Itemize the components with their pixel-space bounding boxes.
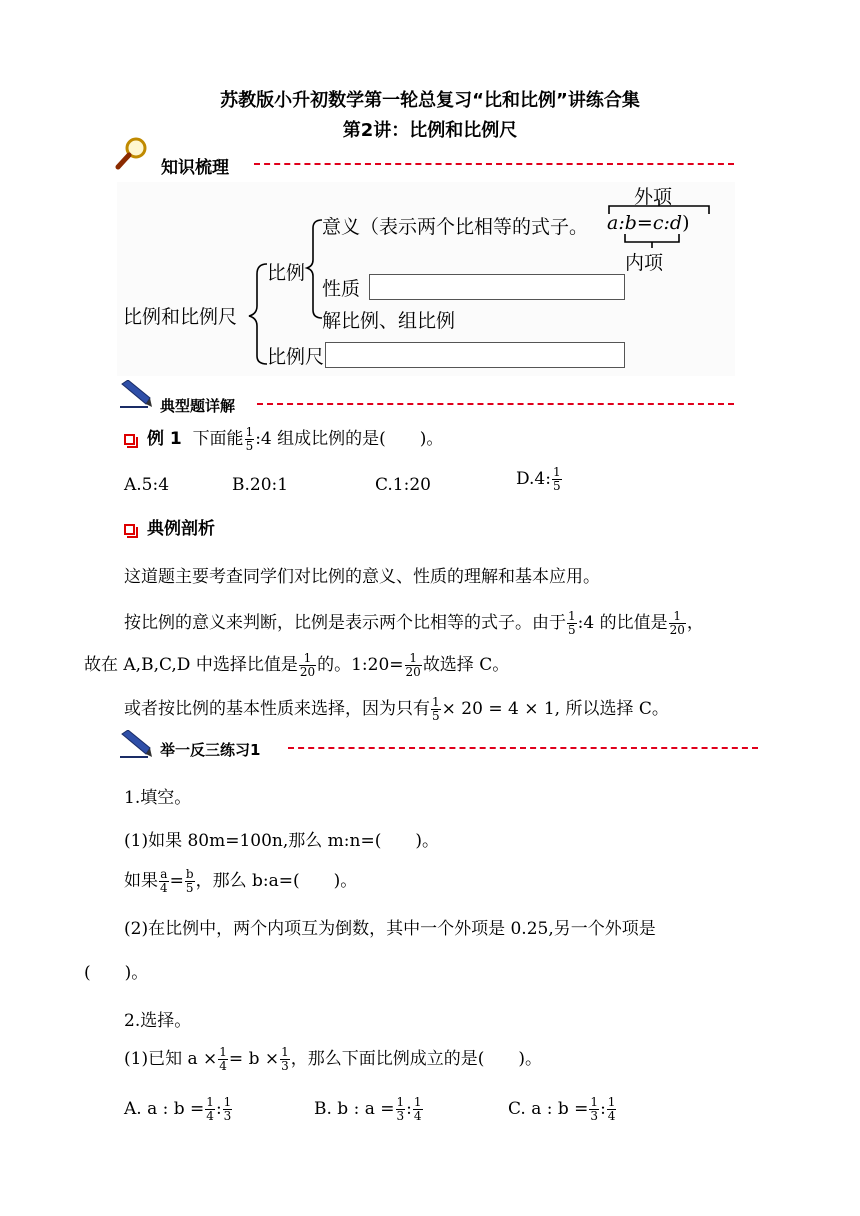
scale-blank-box: [325, 342, 625, 368]
section-divider: [257, 403, 734, 405]
practice-q1-3: (2)在比例中，两个内项互为倒数，其中一个外项是 0.25,另一个外项是: [124, 919, 656, 939]
choice-b: B. b : a = $\frac{1}{3}$ : $\frac{1}{4}$: [314, 1095, 422, 1123]
term-a: a: [607, 212, 619, 234]
property-blank-box: [369, 274, 625, 300]
option-c: C.1:20: [375, 475, 431, 495]
analysis-p4: 或者按比例的基本性质来选择，因为只有 $\frac{1}{5}$ × 20 = 4 × 1, 所以选择 C。: [124, 695, 669, 723]
section-divider: [254, 163, 734, 165]
pencil-icon: [118, 730, 152, 762]
practice-q1-3-blank: ( )。: [84, 963, 149, 983]
diagram-inner-label: 内项: [625, 252, 664, 274]
analysis-p1: 这道题主要考查同学们对比例的意义、性质的理解和基本应用。: [124, 567, 600, 587]
colon: :: [663, 212, 670, 234]
diagram-branch-scale: 比例尺: [267, 346, 325, 368]
option-a: A.5:4: [124, 475, 170, 495]
close-paren: ): [682, 212, 690, 234]
example-1-question: 例 1 下面能 $\frac{1}{5}$ :4 组成比例的是( )。: [124, 426, 443, 453]
term-d: d: [669, 212, 683, 234]
diagram-proportion: [607, 212, 689, 234]
doc-subtitle: 第2讲：比例和比例尺: [342, 120, 518, 141]
analysis-p2: 按比例的意义来判断，比例是表示两个比相等的式子。由于 $\frac{1}{5}$ :4 的比值是 $\frac{1}{20}$ ，: [124, 609, 704, 637]
doc-title: 苏教版小升初数学第一轮总复习“比和比例”讲练合集: [220, 90, 640, 111]
option-b: B.20:1: [232, 475, 289, 495]
diagram-root: 比例和比例尺: [123, 306, 238, 328]
diagram-solve: 解比例、组比例: [322, 310, 456, 332]
option-d: D.4: $\frac{1}{5}$: [516, 465, 561, 493]
magnifier-icon: [114, 136, 150, 174]
practice-q1-1: (1)如果 80m=100n,那么 m:n=( )。: [124, 831, 439, 851]
section-knowledge-title: 知识梳理: [161, 158, 229, 178]
term-c: c: [652, 212, 664, 234]
analysis-heading: 典例剖析: [124, 518, 215, 540]
knowledge-diagram: [117, 182, 735, 376]
section-practice-title: 举一反三练习1: [160, 741, 261, 759]
analysis-p3: 故在 A,B,C,D 中选择比值是 $\frac{1}{20}$ 的。1:20= $\frac{1}{20}$ 故选择 C。: [84, 651, 510, 679]
diagram-branch-ratio: 比例: [267, 262, 306, 284]
colon: :: [618, 212, 625, 234]
choice-a: A. a : b = $\frac{1}{4}$ : $\frac{1}{3}$: [124, 1095, 232, 1123]
term-b: b: [624, 212, 637, 234]
fraction: $\frac{1}{5}$: [245, 425, 254, 453]
practice-q2: 2.选择。: [124, 1011, 192, 1031]
red-square-icon: [124, 524, 135, 535]
example-label: 例 1: [147, 429, 182, 449]
practice-q1: 1.填空。: [124, 788, 192, 808]
diagram-meaning: 意义（表示两个比相等的式子。: [322, 216, 589, 238]
red-square-icon: [124, 434, 135, 445]
diagram-property: 性质: [322, 278, 361, 300]
pencil-icon: [118, 380, 152, 412]
practice-q2-1: (1)已知 a × $\frac{1}{4}$ = b × $\frac{1}{3}$ ，那么下面比例成立的是( )。: [124, 1045, 543, 1073]
choice-c: C. a : b = $\frac{1}{3}$ : $\frac{1}{4}$: [508, 1095, 616, 1123]
section-examples-title: 典型题详解: [160, 397, 236, 415]
practice-q1-2: 如果 $\frac{a}{4}$ = $\frac{b}{5}$ ，那么 b:a=( )。: [124, 867, 358, 895]
equals: =: [636, 212, 653, 234]
diagram-outer-label: 外项: [634, 186, 673, 208]
section-divider: [288, 747, 758, 749]
